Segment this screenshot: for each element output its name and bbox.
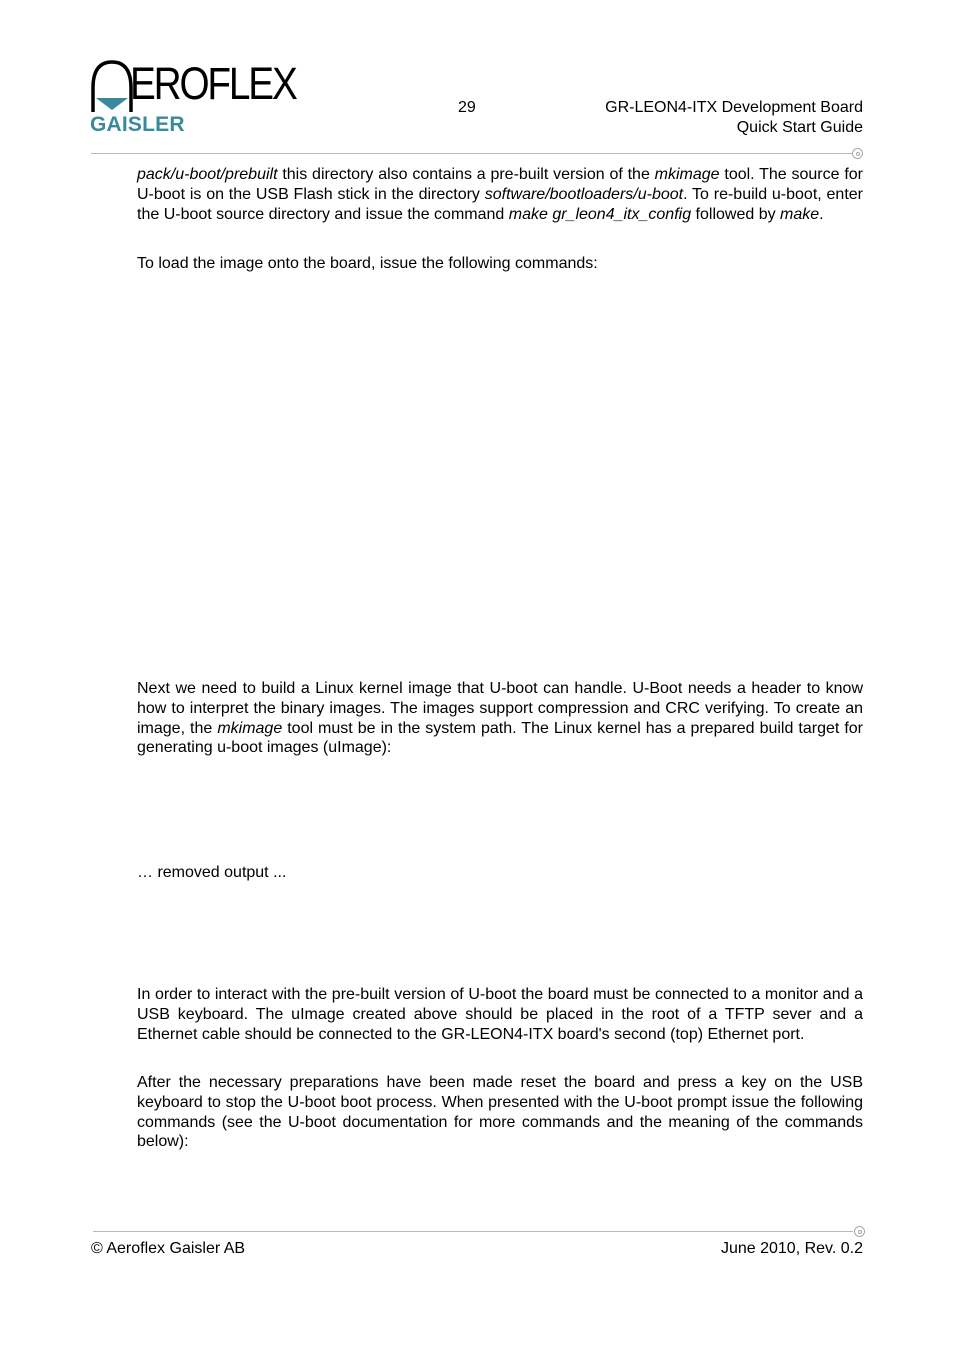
path-prebuilt: pack/u-boot/prebuilt xyxy=(137,166,278,183)
footer-divider-ring-icon xyxy=(854,1226,865,1237)
text-span: tool must be in the system path. The Linux kernel has a prepared build target for generating u-boot images (uImage): xyxy=(137,719,863,757)
path-u-boot: software/bootloaders/u-boot xyxy=(484,185,684,203)
command-make: make xyxy=(780,205,820,223)
paragraph-preparations: After the necessary preparations have been made reset the board and press a key on the USB keyboard to stop the U-boot boot process. When presented with the U-boot prompt issue the following commands (see the U-boot documentation for more commands and the meaning of the commands below): xyxy=(137,1074,863,1151)
text-span: Next we need to build a Linux kernel image that U-boot can handle. U-Boot needs a header to know how to interpret the binary images. The images support compression and CRC verifying. To create an image, the xyxy=(137,680,863,737)
text-span: followed by xyxy=(691,205,781,223)
header-divider xyxy=(91,153,853,154)
paragraph-prebuilt-mkimage xyxy=(137,165,863,224)
document-title-line2: Quick Start Guide xyxy=(736,119,863,136)
page-number: 29 xyxy=(458,99,476,116)
text-span: . To re-build u-boot, enter the U-boot source directory and issue the command xyxy=(137,185,863,223)
tool-mkimage: mkimage xyxy=(654,166,720,183)
logo-subtitle: GAISLER xyxy=(90,113,185,136)
logo-wordmark: EROFLEX xyxy=(130,58,296,109)
footer-divider xyxy=(93,1231,853,1232)
footer-copyright: © Aeroflex Gaisler AB xyxy=(91,1240,246,1257)
text-span: tool. The source for U-boot is on the USB Flash stick in the directory xyxy=(137,166,864,203)
paragraph-linux-kernel xyxy=(137,679,863,758)
document-title xyxy=(605,98,863,138)
document-title-line1: GR-LEON4-ITX Development Board xyxy=(605,99,863,116)
removed-output-note: … removed output ... xyxy=(137,864,287,881)
command-make-config: make gr_leon4_itx_config xyxy=(508,205,692,223)
tool-mkimage: mkimage xyxy=(217,719,283,737)
text-span: . xyxy=(819,205,824,223)
header-divider-ring-icon xyxy=(852,148,863,159)
paragraph-interact-uboot: In order to interact with the pre-built version of U-boot the board must be connected to a monitor and a USB keyboard. The uImage created above should be placed in the root of a TFTP sever and a Ethernet cable should be connected to the GR-LEON4-ITX board's second (top) Ethernet port. xyxy=(137,986,863,1043)
company-logo xyxy=(90,58,305,138)
footer-revision: June 2010, Rev. 0.2 xyxy=(720,1240,863,1257)
text-span: this directory also contains a pre-built version of the xyxy=(277,166,655,183)
logo-arch-icon xyxy=(90,60,134,114)
paragraph-load-image: To load the image onto the board, issue the following commands: xyxy=(137,255,598,272)
